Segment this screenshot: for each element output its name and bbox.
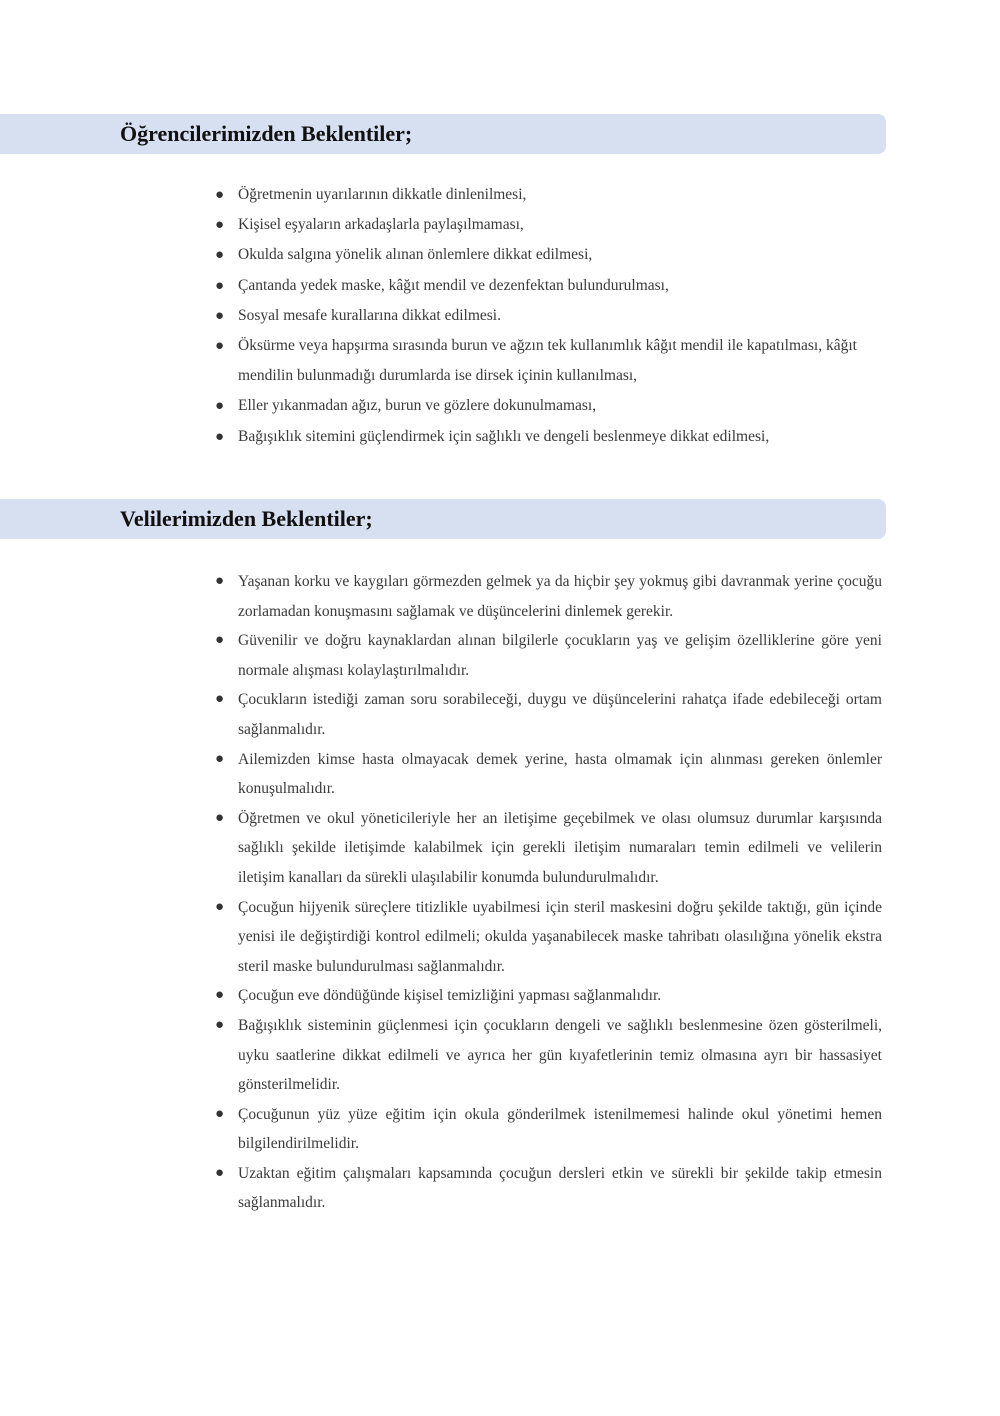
section-header-students: [0, 114, 886, 154]
list-item-text: Güvenilir ve doğru kaynaklardan alınan bilgilerle çocukların yaş ve gelişim özelliklerine göre yeni normale alışması kolaylaştırılmalıdır.: [238, 632, 882, 679]
list-item: [214, 240, 882, 270]
section-title: Öğrencilerimizden Beklentiler;: [120, 121, 413, 146]
bullet-icon: ●: [215, 750, 225, 767]
list-item: [214, 391, 882, 421]
bullet-icon: ●: [215, 398, 225, 415]
list-item: [214, 745, 882, 804]
section-header-parents: [0, 499, 886, 539]
list-item-text: Çocuğun eve döndüğünde kişisel temizliğini yapması sağlanmalıdır.: [238, 987, 662, 1005]
list-item: [214, 893, 882, 982]
bullet-icon: ●: [215, 809, 225, 826]
list-item-text: Öksürme veya hapşırma sırasında burun ve ağzın tek kullanımlık kâğıt mendil ile kapatılması, kâğıt mendilin bulunmadığı durumlarda ise dirsek içinin kullanılması,: [238, 337, 857, 385]
bullet-icon: ●: [215, 428, 225, 445]
bullet-icon: ●: [215, 247, 225, 264]
bullet-icon: ●: [215, 217, 225, 234]
list-item-text: Uzaktan eğitim çalışmaları kapsamında çocuğun dersleri etkin ve sürekli bir şekilde takip etmesin sağlanmalıdır.: [238, 1164, 882, 1212]
bullet-icon: ●: [215, 1105, 225, 1122]
list-item-text: Bağışıklık sitemini güçlendirmek için sağlıklı ve dengeli beslenmeye dikkat edilmesi,: [238, 427, 770, 445]
list-item-text: Öğretmenin uyarılarının dikkatle dinlenilmesi,: [238, 186, 527, 203]
parents-expectations-list: [214, 567, 882, 1218]
list-item-text: Ailemizden kimse hasta olmayacak demek yerine, hasta olmamak için alınması gereken önlemler konuşulmalıdır.: [238, 750, 882, 798]
bullet-icon: ●: [215, 1164, 225, 1181]
list-item: [214, 301, 882, 331]
list-item-text: Çocuğunun yüz yüze eğitim için okula gönderilmek istenilmemesi halinde okul yönetimi hemen bilgilendirilmelidir.: [238, 1105, 882, 1153]
list-item: [214, 422, 882, 452]
list-item: [214, 210, 882, 240]
list-item: [214, 1011, 882, 1100]
students-expectations-list: [214, 180, 882, 452]
list-item-text: Eller yıkanmadan ağız, burun ve gözlere dokunulmaması,: [238, 397, 597, 415]
list-item-text: Yaşanan korku ve kaygıları görmezden gelmek ya da hiçbir şey yokmuş gibi davranmak yerine çocuğu zorlamadan konuşmasını sağlamak ve düşüncelerini dinlemek gerekir.: [238, 573, 882, 620]
list-item: [214, 981, 882, 1011]
list-item: [214, 1159, 882, 1218]
list-item-text: Çantanda yedek maske, kâğıt mendil ve dezenfektan bulundurulması,: [238, 276, 669, 294]
list-item: [214, 271, 882, 301]
list-item: [214, 626, 882, 685]
list-item-text: Çocukların istediği zaman soru sorabileceği, duygu ve düşüncelerini rahatça ifade edebileceği ortam sağlanmalıdır.: [238, 691, 882, 738]
bullet-icon: ●: [215, 277, 225, 294]
list-item-text: Çocuğun hijyenik süreçlere titizlikle uyabilmesi için steril maskesini doğru şekilde taktığı, gün içinde yenisi ile değiştirdiği kontrol edilmeli; okulda yaşanabilecek maske tahribatı olasılığına yönelik ekstra steril maske bulundurulması sağlanmalıdır.: [238, 898, 882, 975]
list-item-text: Kişisel eşyaların arkadaşlarla paylaşılmaması,: [238, 216, 524, 234]
bullet-icon: ●: [215, 187, 225, 203]
list-item: [214, 567, 882, 626]
section-title: Velilerimizden Beklentiler;: [120, 506, 373, 531]
list-item: [214, 331, 882, 391]
list-item-text: Sosyal mesafe kurallarına dikkat edilmesi.: [238, 306, 501, 324]
list-item: [214, 804, 882, 893]
bullet-icon: ●: [215, 691, 225, 708]
bullet-icon: ●: [215, 1016, 225, 1033]
list-item: [214, 685, 882, 744]
list-item: [214, 180, 882, 210]
bullet-icon: ●: [215, 338, 225, 355]
list-item-text: Okulda salgına yönelik alınan önlemlere dikkat edilmesi,: [238, 246, 593, 264]
list-item-text: Öğretmen ve okul yöneticileriyle her an iletişime geçebilmek ve olası olumsuz durumlar karşısında sağlıklı şekilde iletişimde kalabilmek için gerekli iletişim numaraları temin edilmeli ve velilerin iletişim kanalları da sürekli ulaşılabilir konumda bulundurulmalıdır.: [238, 809, 882, 886]
bullet-icon: ●: [215, 632, 225, 649]
bullet-icon: ●: [215, 307, 225, 324]
list-item-text: Bağışıklık sisteminin güçlenmesi için çocukların dengeli ve sağlıklı beslenmesine özen gösterilmeli, uyku saatlerine dikkat edilmeli ve ayrıca her gün kıyafetlerinin temiz olmasına ayrı bir hassasiyet gönsterilmelidir.: [238, 1016, 882, 1094]
bullet-icon: ●: [215, 987, 225, 1004]
bullet-icon: ●: [215, 898, 225, 915]
list-item: [214, 1100, 882, 1159]
bullet-icon: ●: [215, 573, 225, 589]
